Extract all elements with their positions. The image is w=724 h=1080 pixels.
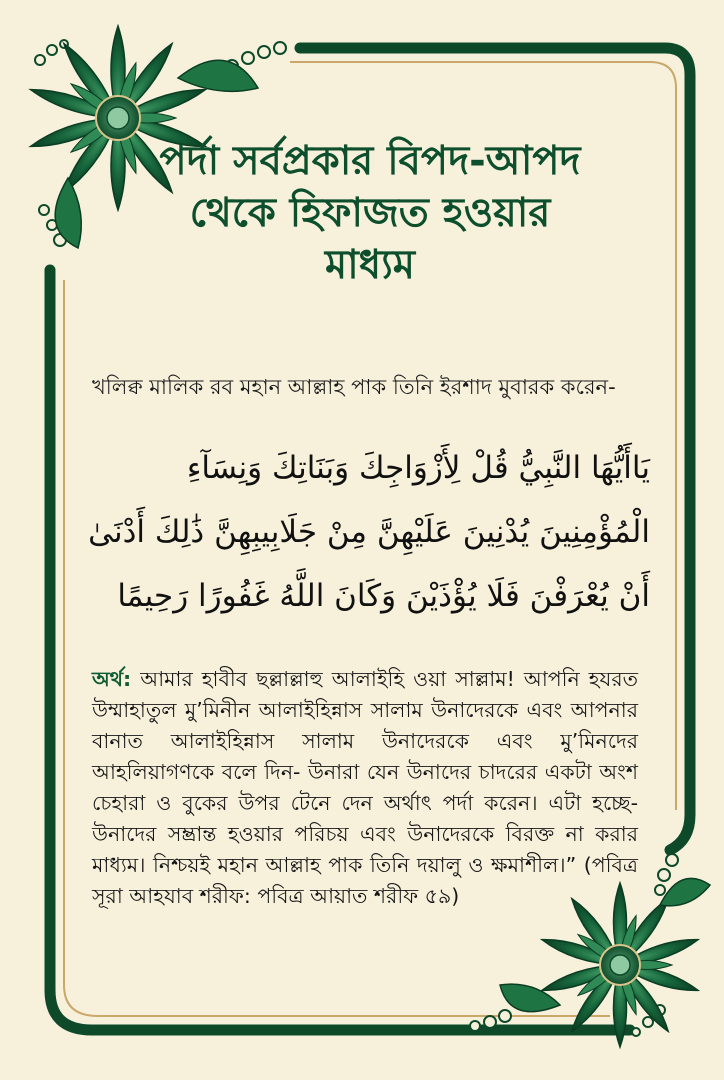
meaning-text: আমার হাবীব ছল্লাল্লাহু আলাইহি ওয়া সাল্লাম! আপনি হযরত উম্মাহাতুল মু’মিনীন আলাইহিন্নাস সালাম উনাদেরকে এবং আপনার বানাত আলাইহিন্নাস সালাম উনাদেরকে এবং মু’মিনদের আহলিয়াগণকে বলে দিন- উনারা যেন উনাদের চাদরের একটা অংশ চেহারা ও বুকের উপর টেনে দেন অর্থাৎ পর্দা করেন। এটা হচ্ছে- উনাদের সম্ভ্রান্ত হওয়ার পরিচয় এবং উনাদেরকে বিরক্ত না করার মাধ্যম। নিশ্চয়ই মহান আল্লাহ পাক তিনি দয়ালু ও ক্ষমাশীল।” (পবিত্র সূরা আহযাব শরীফ: পবিত্র আয়াত শরীফ ৫৯)	[92, 667, 638, 908]
meaning-label: অর্থ:	[92, 667, 132, 691]
meaning-paragraph	[92, 664, 638, 912]
arabic-verse: يَاأَيُّهَا النَّبِيُّ قُلْ لِأَزْوَاجِكَ وَبَنَاتِكَ وَنِسَآءِ الْمُؤْمِنِينَ يُدْنِينَ عَلَيْهِنَّ مِنْ جَلَابِيبِهِنَّ ذَٰلِكَ أَدْنَىٰ أَنْ يُعْرَفْنَ فَلَا يُؤْذَيْنَ وَكَانَ اللَّهُ غَفُورًا رَحِيمًا	[88, 450, 650, 614]
page-title: পর্দা সর্বপ্রকার বিপদ-আপদ থেকে হিফাজত হওয়ার মাধ্যম	[159, 138, 581, 288]
intro-text: খলিক্ব মালিক রব মহান আল্লাহ পাক তিনি ইরশাদ মুবারক করেন-	[92, 375, 616, 399]
